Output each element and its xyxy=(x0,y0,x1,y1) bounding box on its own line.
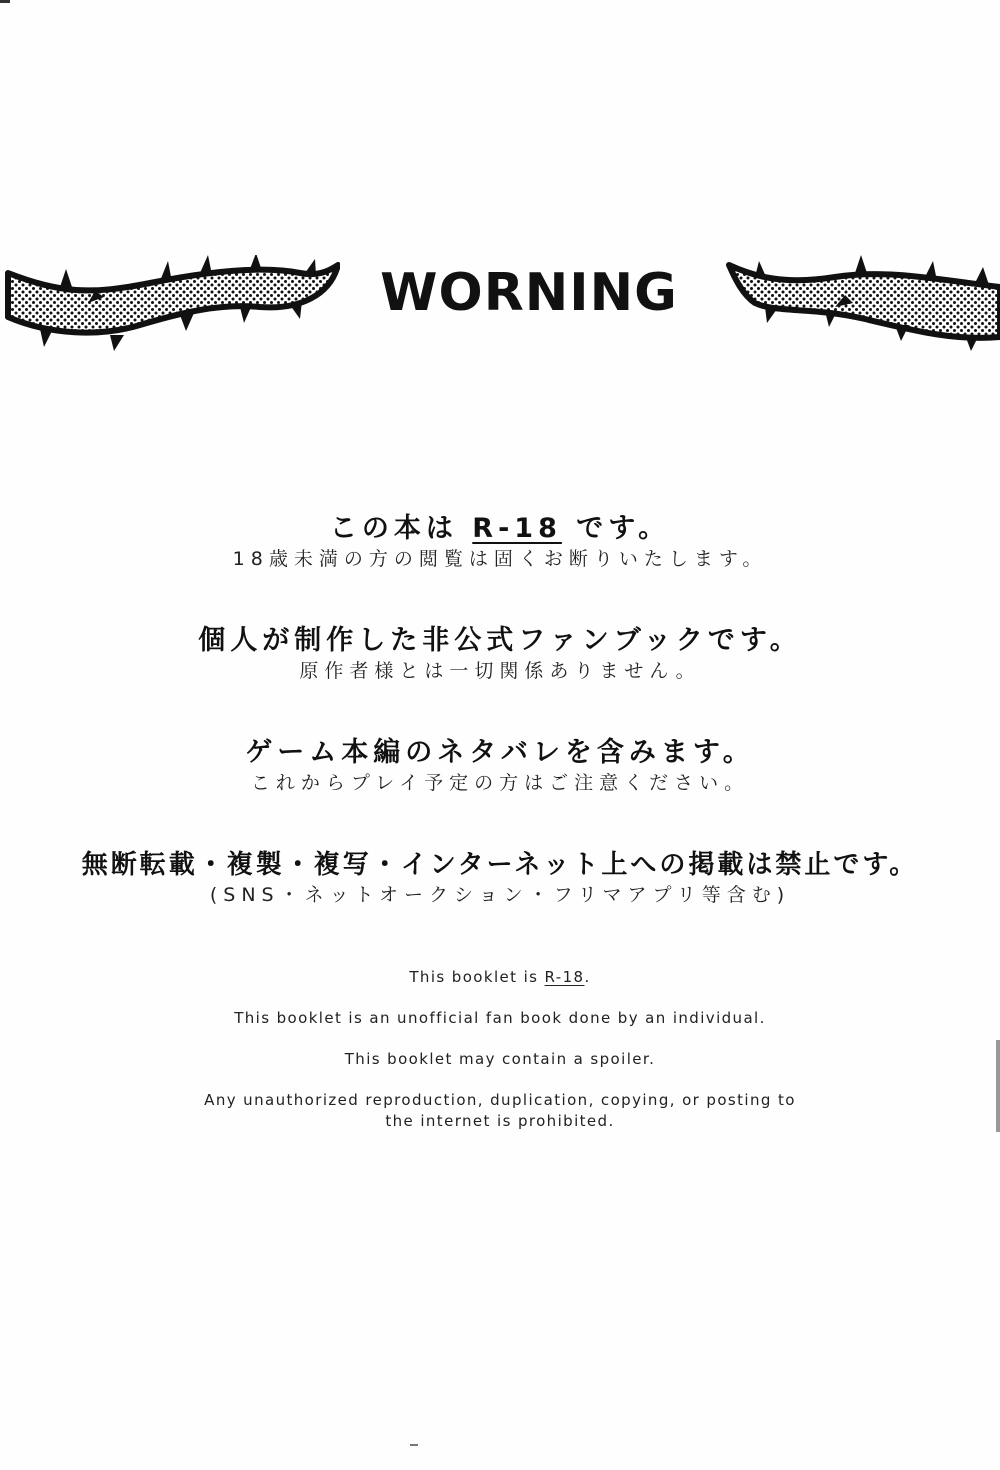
notice-main: 無断転載・複製・複写・インターネット上への掲載は禁止です。 xyxy=(81,850,919,880)
scan-mark xyxy=(0,0,10,3)
english-r18-label: R-18 xyxy=(544,968,585,986)
notice-sub: (SNS・ネットオークション・フリマアプリ等含む) xyxy=(209,884,791,906)
english-line-r18-after: . xyxy=(584,968,591,986)
notice-age-restriction xyxy=(0,512,1000,572)
english-line-prohibited-1: Any unauthorized reproduction, duplication, copying, or posting to xyxy=(204,1091,796,1109)
notice-no-reproduction xyxy=(0,848,1000,908)
english-line-r18 xyxy=(0,967,1000,988)
notice-spoiler xyxy=(0,736,1000,796)
r18-label: R-18 xyxy=(472,513,562,544)
notice-main-after: です。 xyxy=(561,513,671,544)
english-line-spoiler: This booklet may contain a spoiler. xyxy=(344,1050,656,1068)
notice-sub: 18歳未満の方の閲覧は固くお断りいたします。 xyxy=(232,548,768,570)
notice-main: ゲーム本編のネタバレを含みます。 xyxy=(245,737,755,768)
notice-unofficial xyxy=(0,624,1000,684)
notice-main xyxy=(0,512,1000,546)
notice-main: 個人が制作した非公式ファンブックです。 xyxy=(198,625,802,656)
notice-sub: これからプレイ予定の方はご注意ください。 xyxy=(250,772,750,794)
notice-main-before: この本は xyxy=(329,513,473,544)
english-line-unofficial: This booklet is an unofficial fan book done by an individual. xyxy=(234,1009,766,1027)
page-title: WORNING xyxy=(380,263,678,323)
bottom-mark xyxy=(410,1444,418,1446)
english-line-r18-before: This booklet is xyxy=(409,968,545,986)
english-line-prohibited-2: the internet is prohibited. xyxy=(385,1112,615,1130)
page-edge-shadow xyxy=(996,1040,1000,1132)
notice-sub: 原作者様とは一切関係ありません。 xyxy=(299,660,701,682)
